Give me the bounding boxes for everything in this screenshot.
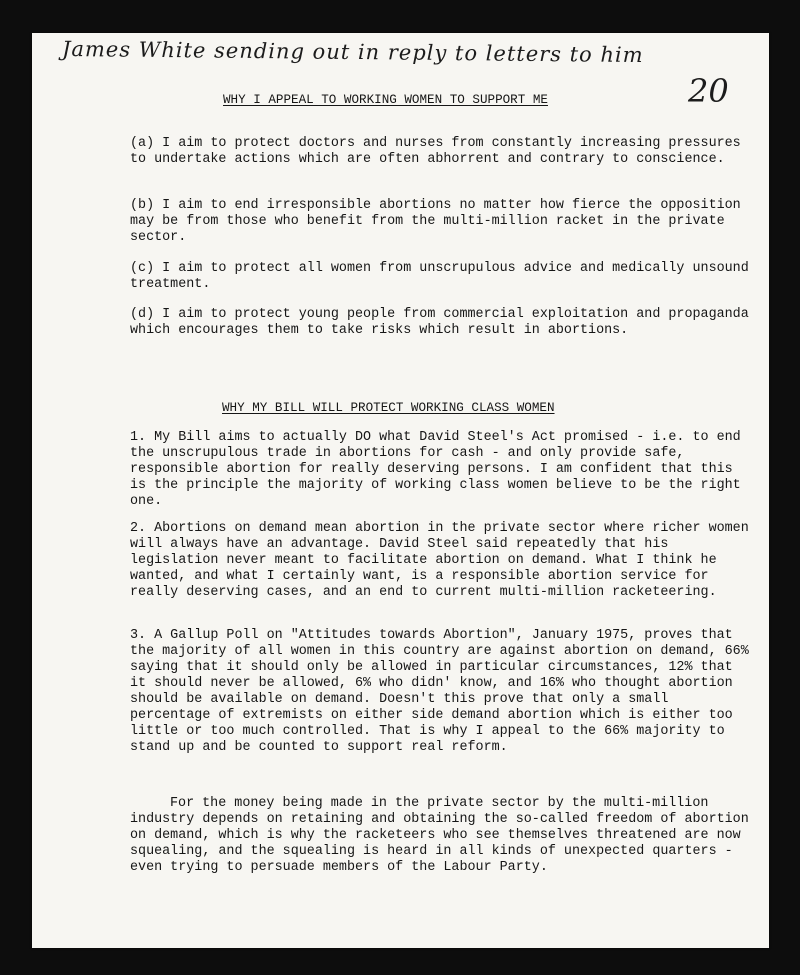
heading-appeal: WHY I APPEAL TO WORKING WOMEN TO SUPPORT ME xyxy=(223,93,548,107)
aim-c: (c) I aim to protect all women from unscrupulous advice and medically unsound treatment. xyxy=(130,261,749,292)
closing-paragraph: For the money being made in the private sector by the multi-million industry depends on retaining and obtaining the so-called freedom of abortion on demand, which is why the racketeers who see themselves threatened are now squealing, and the squealing is heard in all kinds of unexpected quarters - even trying to persuade members of the Labour Party. xyxy=(130,796,749,875)
point-1: 1. My Bill aims to actually DO what David Steel's Act promised - i.e. to end the unscrupulous trade in abortions for cash - and only provide safe, responsible abortion for really deserving persons. I am confident that this is the principle the majority of working class women believe to be the right one. xyxy=(130,430,741,509)
handwritten-note: James White sending out in reply to letters to him xyxy=(61,36,644,68)
point-3: 3. A Gallup Poll on "Attitudes towards Abortion", January 1975, proves that the majority of all women in this country are against abortion on demand, 66% saying that it should only be allowed in particular circumstances, 12% that it should never be allowed, 6% who didn' know, and 16% who thought abortion should be available on demand. Doesn't this prove that only a small percentage of extremists on either side demand abortion which is either too little or too much controlled. That is why I appeal to the 66% majority to stand up and be counted to support real reform. xyxy=(130,628,749,755)
heading-bill: WHY MY BILL WILL PROTECT WORKING CLASS WOMEN xyxy=(222,401,555,415)
point-2: 2. Abortions on demand mean abortion in the private sector where richer women will always have an advantage. David Steel said repeatedly that his legislation never meant to facilitate abortion on demand. What I think he wanted, and what I certainly want, is a responsible abortion service for really deserving cases, and an end to current multi-million racketeering. xyxy=(130,521,749,600)
aim-b: (b) I aim to end irresponsible abortions no matter how fierce the opposition may be from those who benefit from the multi-million racket in the private sector. xyxy=(130,198,741,245)
aim-a: (a) I aim to protect doctors and nurses from constantly increasing pressures to undertake actions which are often abhorrent and contrary to conscience. xyxy=(130,136,741,167)
page-number: 20 xyxy=(688,72,729,110)
aim-d: (d) I aim to protect young people from commercial exploitation and propaganda which encourages them to take risks which result in abortions. xyxy=(130,307,749,338)
